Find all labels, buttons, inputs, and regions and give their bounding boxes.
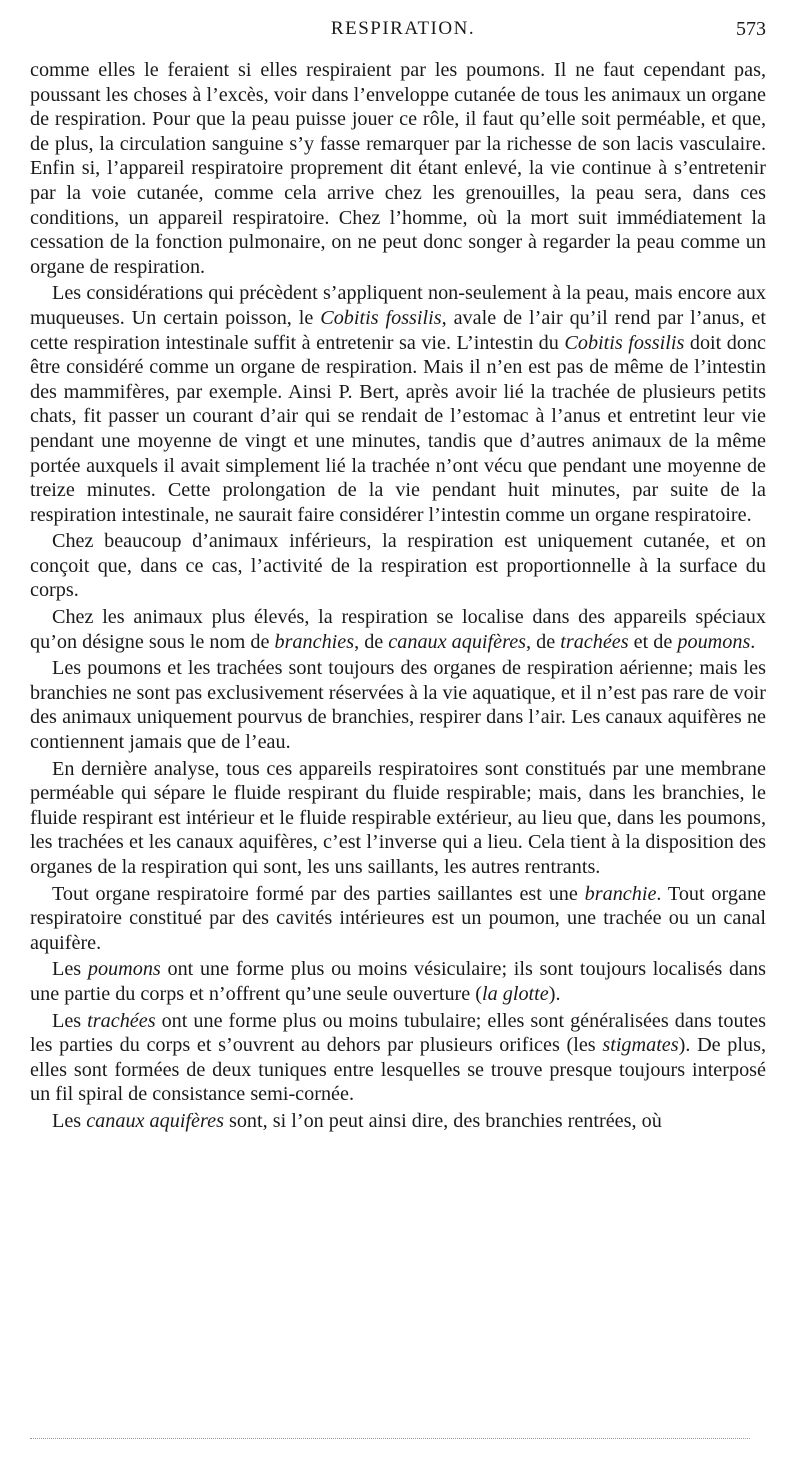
paragraph: [30, 957, 766, 1006]
text-run: Tout organe respiratoire formé par des parties saillantes est une: [52, 882, 585, 905]
text-run: et de: [628, 630, 678, 653]
text-run: , de: [354, 630, 389, 653]
text-run: .: [750, 630, 756, 653]
text-run: doit donc être considéré comme un organe de respiration. Mais il n’en est pas de même de l’intestin des mammifères, par exemple. Ainsi P. Bert, après avoir lié la trachée de plusieurs petits chats, fit passer un courant d’air qui se rendait de l’estomac à l’anus et entretint leur vie pendant une moyenne de vingt et une minutes, tandis que d’autres animaux de la même portée auxquels il avait simplement lié la trachée n’ont vécu que pendant une moyenne de treize minutes. Cette prolongation de la vie pendant huit minutes, par suite de la respiration intestinale, ne saurait faire considérer l’intestin comme un organe respiratoire.: [30, 331, 767, 526]
text-run: sont, si l’on peut ainsi dire, des branchies rentrées, où: [223, 1109, 662, 1132]
text-run: ). De plus, elles sont formées de deux tuniques entre lesquelles se trouve presque toujours interposé un fil spiral de consistance semi-cornée.: [30, 1034, 766, 1106]
italic-term: trachées: [87, 1009, 156, 1032]
italic-term: stigmates: [602, 1034, 679, 1057]
paragraph: [30, 605, 766, 654]
text-run: Chez les animaux plus élevés, la respiration se localise dans des appareils spéciaux qu’on désigne sous le nom de: [30, 606, 766, 653]
italic-term: Cobitis fossilis: [320, 306, 442, 329]
text-run: . Tout organe respiratoire constitué par des cavités intérieures est un poumon, une trachée ou un canal aquifère.: [30, 882, 766, 954]
italic-term: poumons: [87, 958, 161, 981]
text-run: Les: [52, 958, 88, 981]
page-header: [40, 18, 766, 46]
italic-term: branchies: [274, 630, 355, 653]
text-run: ont une forme plus ou moins tubulaire; elles sont généralisées dans toutes les parties du corps et s’ouvrent au dehors par plusieurs orifices (les: [30, 1009, 766, 1057]
paragraph: [30, 1109, 766, 1134]
text-run: , de: [526, 630, 561, 653]
text-run: Les considérations qui précèdent s’appliquent non-seulement à la peau, mais encore aux muqueuses. Un certain poisson, le: [30, 282, 766, 329]
footer-rule: [30, 1438, 750, 1439]
text-run: Les poumons et les trachées sont toujours des organes de respiration aérienne; mais les branchies ne sont pas exclusivement réservées à la vie aquatique, et il n’est pas rare de voir des animaux uniquement pourvus de branchies, respirer dans l’air. Les canaux aquifères ne contiennent jamais que de l’eau.: [30, 657, 766, 754]
paragraph: [30, 882, 766, 956]
italic-term: poumons: [677, 630, 751, 653]
italic-term: canaux aquifères: [86, 1109, 224, 1132]
italic-term: trachées: [560, 630, 629, 653]
italic-term: canaux aquifères: [388, 630, 527, 653]
paragraph: [30, 1009, 766, 1107]
text-run: , avale de l’air qu’il rend par l’anus, et cette respiration intestinale suffit à entretenir sa vie. L’intestin du: [30, 306, 766, 354]
body-text: [30, 58, 766, 1134]
paragraph: [30, 58, 766, 279]
paragraph: [30, 529, 766, 603]
italic-term: branchie: [584, 882, 657, 905]
text-run: comme elles le feraient si elles respiraient par les poumons. Il ne faut cependant pas, poussant les choses à l’excès, voir dans l’enveloppe cutanée de tous les animaux un organe de respiration. Pour que la peau puisse jouer ce rôle, il faut qu’elle soit perméable, et que, de plus, la circulation sanguine s’y fasse remarquer par la richesse de son lacis vasculaire. Enfin si, l’appareil respiratoire proprement dit étant enlevé, la vie continue à s’entretenir par la voie cutanée, comme cela arrive chez les grenouilles, la peau sera, dans ces conditions, un appareil respiratoire. Chez l’homme, où la mort suit immédiatement la cessation de la fonction pulmonaire, on ne peut donc songer à regarder la peau comme un organe de respiration.: [30, 59, 766, 278]
text-run: En dernière analyse, tous ces appareils respiratoires sont constitués par une membrane perméable qui sépare le fluide respirant du fluide respirable; mais, dans les branchies, le fluide respirant est intérieur et le fluide respirable extérieur, au lieu que, dans les poumons, les trachées et les canaux aquifères, c’est l’inverse qui a lieu. Cela tient à la disposition des organes de la respiration qui sont, les uns saillants, les autres rentrants.: [30, 757, 766, 878]
text-run: Chez beaucoup d’animaux inférieurs, la respiration est uniquement cutanée, et on conçoit que, dans ce cas, l’activité de la respiration est proportionnelle à la surface du corps.: [30, 530, 766, 602]
text-run: ont une forme plus ou moins vésiculaire; ils sont toujours localisés dans une partie du corps et n’offrent qu’une seule ouverture (: [30, 958, 766, 1005]
running-title: RESPIRATION.: [330, 18, 476, 39]
text-run: Les: [52, 1109, 87, 1132]
paragraph: [30, 757, 766, 880]
paragraph: [30, 281, 766, 527]
paragraph: [30, 656, 766, 754]
page-number: 573: [736, 18, 766, 40]
text-run: ).: [548, 982, 561, 1005]
italic-term: Cobitis fossilis: [564, 331, 685, 354]
text-run: Les: [52, 1009, 88, 1032]
italic-term: la glotte: [482, 982, 549, 1005]
